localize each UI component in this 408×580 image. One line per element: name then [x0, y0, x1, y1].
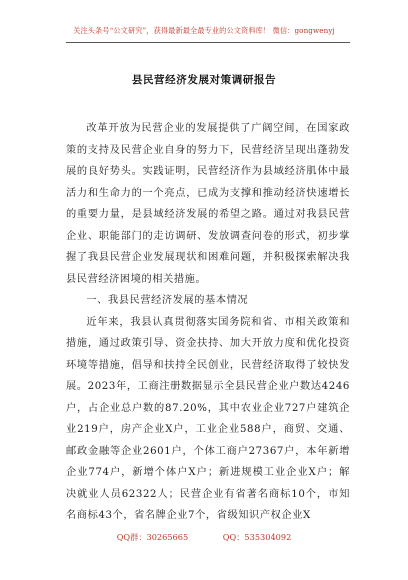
section-heading: 一、我县民营经济发展的基本情况 [86, 295, 249, 306]
footer-contact [0, 532, 408, 543]
footer-qq: QQ：535304092 [222, 532, 292, 542]
header-divider [66, 42, 350, 43]
header-banner: 关注头条号“公文研究”，获得最新最全最专业的公文资料库！ 微信：gongwenyj [73, 26, 335, 35]
footer-qq-group: QQ群：30265665 [116, 532, 189, 542]
document-body [66, 118, 350, 527]
document-title: 县民营经济发展对策调研报告 [131, 74, 277, 86]
paragraph-intro: 改革开放为民营企业的发展提供了广阔空间，在国家政策的支持及民营企业自身的努力下，民营经济呈现出蓬勃发展的良好势头。实践证明，民营经济作为县域经济肌体中最活力和生命力的一个亮点，已成为支撑和推动经济快速增长的重要力量，是县域经济发展的希望之路。通过对我县民营企业、职能部门的走访调研、发放调查问卷的形式，初步掌握了我县民营企业发展现状和困难问题，并积极探索解决我县民营经济困境的相关措施。 [66, 123, 350, 285]
paragraph-situation: 近年来，我县认真贯彻落实国务院和省、市相关政策和措施，通过政策引导、资金扶持、加大开放力度和优化投资环境等措施，倡导和扶持全民创业，民营经济取得了较快发展。2023年，工商注册数据显示全县民营企业户数达4246户，占企业总户数的87.20%，其中农业企业727户建筑企业219户，房产企业X户，工业企业588户，商贸、交通、邮政金融等企业2601户，个体工商户27367户，本年新增企业774户，新增个体户X户；新进规模工业企业X户；解决就业人员62322人；民营企业有省著名商标10个，市知名商标43个，省名牌企业7个，省级知识产权企业X [66, 316, 350, 521]
